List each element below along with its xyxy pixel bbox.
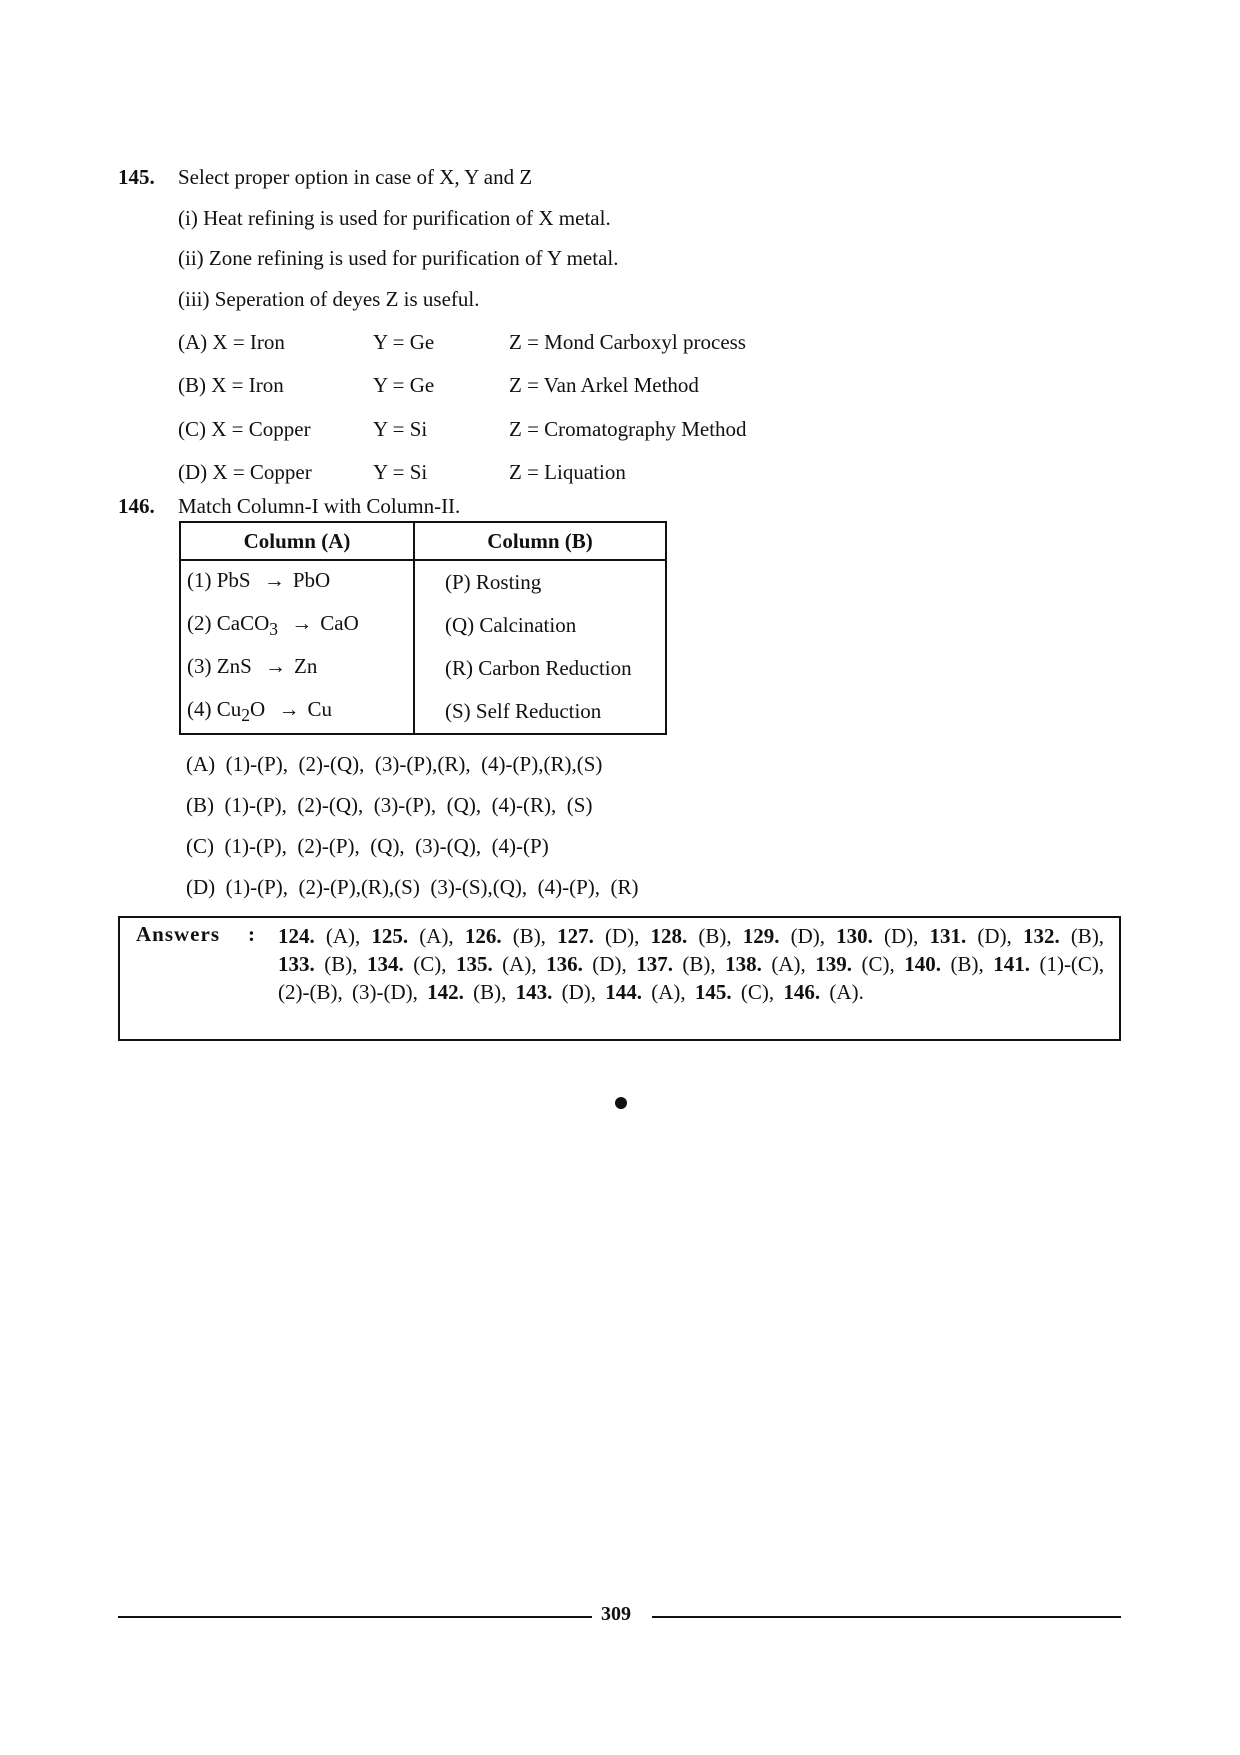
answer-question-number: 137. — [636, 952, 673, 976]
q145-number: 145. — [118, 165, 155, 189]
answer-question-number: 131. — [929, 924, 967, 948]
answers-colon: : — [248, 922, 255, 946]
footer-rule-left — [118, 1616, 592, 1618]
column-b-cell: (S) Self Reduction — [414, 690, 666, 734]
answer-item — [278, 924, 360, 948]
answer-value: (A), — [419, 924, 454, 948]
answer-value: (B), — [1070, 924, 1105, 948]
answer-question-number: 128. — [650, 924, 688, 948]
answer-question-number: 134. — [366, 952, 404, 976]
table-row — [180, 560, 666, 604]
column-a-cell — [180, 560, 414, 604]
answer-value: (D), — [790, 924, 825, 948]
q145-option-c-x: (C) X = Copper — [178, 417, 311, 441]
row-number: (4) — [187, 696, 212, 721]
answer-value: (C), — [740, 980, 775, 1004]
row-number: (1) — [187, 567, 212, 592]
column-a-cell — [180, 604, 414, 647]
match-table — [179, 521, 667, 735]
reactant-tail: O — [250, 696, 266, 721]
answer-question-number: 125. — [371, 924, 409, 948]
q145-statement-3: (iii) Seperation of deyes Z is useful. — [178, 287, 480, 311]
reaction-arrow-icon: → — [263, 567, 285, 592]
row-number: (3) — [187, 653, 212, 678]
answer-value: (A), — [502, 952, 537, 976]
q145-statement-2: (ii) Zone refining is used for purification of Y metal. — [178, 246, 619, 270]
answer-question-number: 142. — [427, 980, 464, 1004]
q145-option-a-x: (A) X = Iron — [178, 330, 285, 354]
answer-item — [465, 924, 546, 948]
answer-question-number: 141. — [993, 952, 1030, 976]
answer-item — [546, 952, 627, 976]
column-b-cell: (P) Rosting — [414, 560, 666, 604]
q146-option-d: (D) (1)-(P), (2)-(P),(R),(S) (3)-(S),(Q), (4)-(P), (R) — [186, 875, 639, 899]
answer-value: (B), — [512, 924, 546, 948]
answer-item — [516, 980, 596, 1004]
answer-item — [836, 924, 918, 948]
reactant: ZnS — [216, 653, 252, 678]
q145-option-c-y: Y = Si — [373, 417, 428, 441]
answer-item — [427, 980, 506, 1004]
answer-question-number: 136. — [546, 952, 583, 976]
answer-value: (B), — [682, 952, 716, 976]
answer-question-number: 144. — [605, 980, 643, 1004]
q145-option-b-y: Y = Ge — [373, 373, 435, 397]
column-a-header: Column (A) — [180, 522, 414, 560]
match-table-header — [180, 522, 666, 560]
bullet-icon — [615, 1097, 627, 1109]
answer-question-number: 146. — [783, 980, 821, 1004]
answer-value: (A), — [771, 952, 806, 976]
product: Zn — [294, 653, 318, 678]
q145-option-c-z: Z = Cromatography Method — [509, 417, 747, 441]
answer-item — [930, 924, 1012, 948]
answer-value: (B), — [950, 952, 984, 976]
answer-item — [725, 952, 806, 976]
q145-option-a-y: Y = Ge — [373, 330, 435, 354]
column-b-cell: (R) Carbon Reduction — [414, 647, 666, 690]
reaction-arrow-icon: → — [265, 653, 287, 678]
answer-value: (D), — [977, 924, 1012, 948]
answer-value: (B), — [324, 952, 358, 976]
answer-question-number: 140. — [904, 952, 941, 976]
answer-item — [557, 924, 639, 948]
q145-option-d-x: (D) X = Copper — [178, 460, 312, 484]
column-b-header: Column (B) — [414, 522, 666, 560]
answer-question-number: 138. — [725, 952, 762, 976]
q145-option-b-z: Z = Van Arkel Method — [509, 373, 699, 397]
answer-item — [1023, 924, 1104, 948]
column-a-cell — [180, 690, 414, 734]
answer-item — [605, 980, 685, 1004]
column-b-cell: (Q) Calcination — [414, 604, 666, 647]
answer-value: (B), — [698, 924, 732, 948]
answer-value: (A). — [829, 980, 864, 1004]
reactant-subscript: 2 — [241, 705, 251, 726]
answer-item — [743, 924, 825, 948]
q146-option-b: (B) (1)-(P), (2)-(Q), (3)-(P), (Q), (4)-(R), (S) — [186, 793, 593, 817]
reactant: PbS — [216, 567, 251, 592]
answer-question-number: 135. — [455, 952, 493, 976]
row-number: (2) — [187, 610, 212, 635]
column-a-cell — [180, 647, 414, 690]
answer-item — [636, 952, 715, 976]
answer-value: (C), — [413, 952, 447, 976]
answer-question-number: 124. — [278, 924, 315, 948]
product: PbO — [292, 567, 331, 592]
answer-value: (D), — [592, 952, 627, 976]
q146-option-a: (A) (1)-(P), (2)-(Q), (3)-(P),(R), (4)-(P),(R),(S) — [186, 752, 603, 776]
answer-question-number: 145. — [694, 980, 732, 1004]
answer-question-number: 127. — [557, 924, 594, 948]
answer-question-number: 130. — [836, 924, 873, 948]
q145-option-a-z: Z = Mond Carboxyl process — [509, 330, 746, 354]
q145-stem: Select proper option in case of X, Y and Z — [178, 165, 533, 189]
answer-value: (A), — [651, 980, 686, 1004]
table-row — [180, 604, 666, 647]
answer-question-number: 126. — [464, 924, 502, 948]
answer-value: (A), — [325, 924, 361, 948]
q146-number: 146. — [118, 494, 155, 518]
answer-question-number: 133. — [278, 952, 315, 976]
q146-option-c: (C) (1)-(P), (2)-(P), (Q), (3)-(Q), (4)-(P) — [186, 834, 549, 858]
answer-question-number: 143. — [515, 980, 553, 1004]
table-row — [180, 690, 666, 734]
answer-value: (D), — [604, 924, 640, 948]
answer-item — [278, 952, 357, 976]
footer-rule-right — [652, 1616, 1121, 1618]
answer-question-number: 132. — [1022, 924, 1060, 948]
answers-label: Answers — [136, 922, 220, 946]
answer-value: (C), — [861, 952, 895, 976]
answer-value: (D), — [561, 980, 597, 1004]
page-number: 309 — [601, 1603, 631, 1625]
reaction-arrow-icon: → — [291, 610, 313, 635]
answer-item — [367, 952, 446, 976]
q145-option-d-z: Z = Liquation — [509, 460, 626, 484]
product: Cu — [307, 696, 332, 721]
reactant: CaCO — [216, 610, 270, 635]
answer-item — [783, 980, 863, 1004]
answer-value: (B), — [473, 980, 507, 1004]
answer-item — [815, 952, 894, 976]
q145-statement-1: (i) Heat refining is used for purification of X metal. — [178, 206, 611, 230]
product: CaO — [320, 610, 359, 635]
answer-question-number: 139. — [815, 952, 853, 976]
q145-option-d-y: Y = Si — [373, 460, 428, 484]
answer-value: (1)-(C), (2)-(B), (3)-(D), — [278, 952, 1105, 1004]
reactant-subscript: 3 — [269, 619, 278, 640]
answer-item — [371, 924, 453, 948]
answer-item — [904, 952, 983, 976]
table-row — [180, 647, 666, 690]
q146-stem: Match Column-I with Column-II. — [178, 494, 461, 518]
answers-list — [278, 922, 1104, 1006]
answer-question-number: 129. — [742, 924, 780, 948]
reactant: Cu — [216, 696, 242, 721]
answer-item — [695, 980, 774, 1004]
q145-option-b-x: (B) X = Iron — [178, 373, 284, 397]
answer-value: (D), — [884, 924, 919, 948]
answer-item — [456, 952, 537, 976]
answer-item — [650, 924, 731, 948]
reaction-arrow-icon: → — [278, 696, 300, 721]
